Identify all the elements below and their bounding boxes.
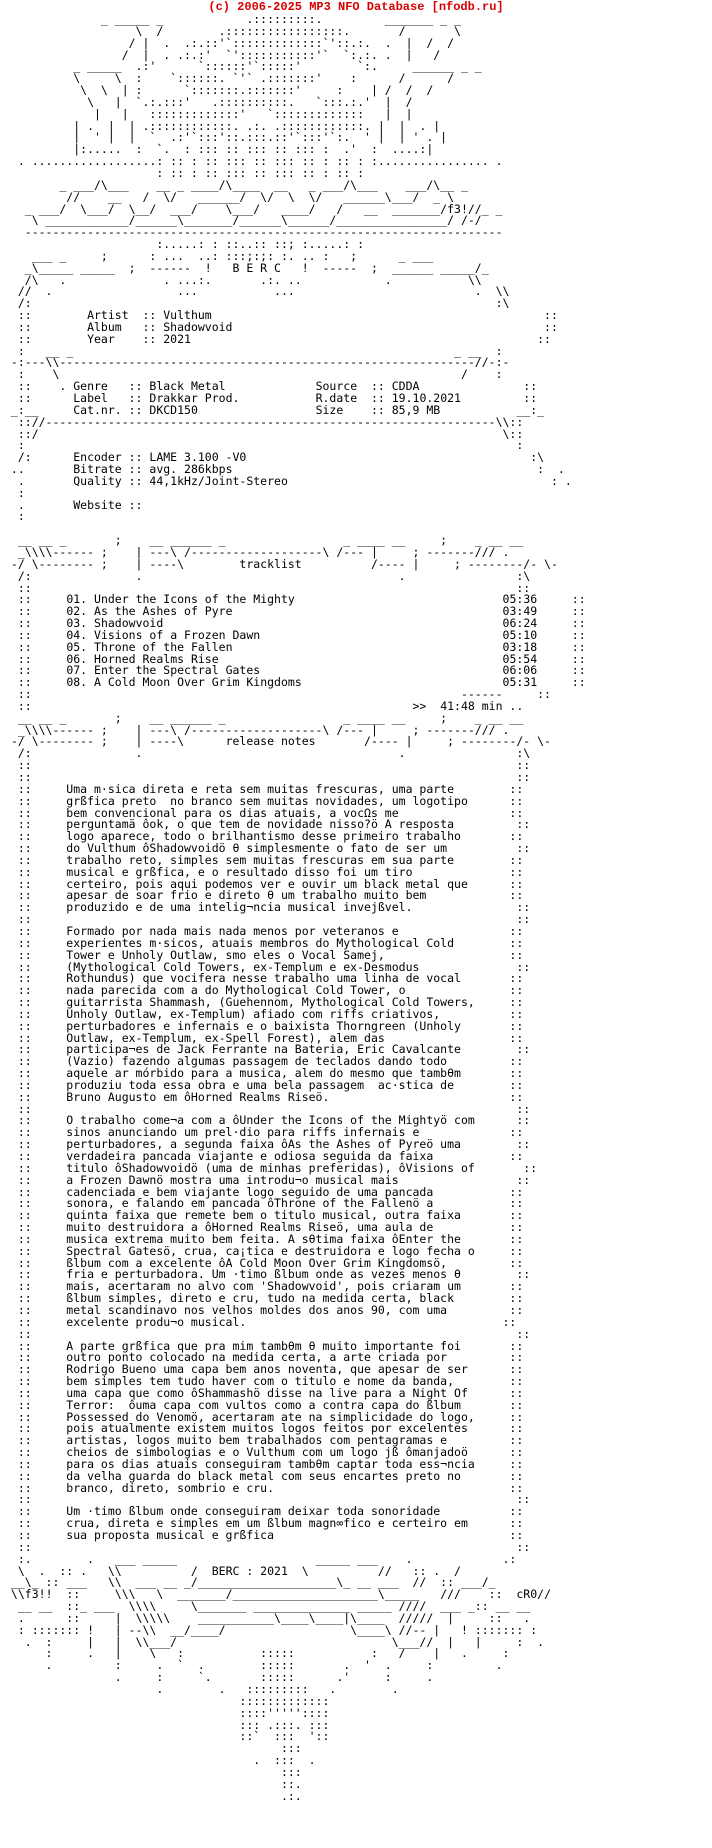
nfo-line: :: trabalho reto, simples sem muitas frescuras em sua parte ::: [4, 852, 524, 867]
nfo-line: :: [4, 485, 25, 500]
nfo-line: :: quinta faixa que remete bem o titulo musical, outra faixa ::: [4, 1208, 524, 1223]
nfo-line: :: Um ·timo ßlbum onde conseguiram deixar toda sonoridade ::: [4, 1504, 524, 1519]
nfo-line: :: certeiro, pois aqui podemos ver e ouvir um black metal que ::: [4, 876, 524, 891]
nfo-line: : . | \ : ::::: : / | . :: [4, 1646, 510, 1661]
nfo-line: // . ... ... . \\: [4, 284, 510, 299]
tracks-0-time-value: 05:36: [502, 592, 538, 607]
nfo-line: :: verdadeira pancada viajante e odiosa seguida da faixa ::: [4, 1149, 524, 1163]
nfo-line: .:.: [4, 1788, 302, 1803]
release-bitrate-value: avg. 286kbps: [149, 462, 233, 477]
nfo-line: :: uma capa que como ôShammashö disse na live para a Night Of ::: [4, 1385, 524, 1400]
nfo-line: :: do Vulthum ôShadowvoidö θ simplesmente o fato de ser um ::: [4, 841, 531, 856]
nfo-line: -/ \-------- ; | ----\ tracklist /---- | ; --------/- \-: [4, 556, 558, 571]
nfo-line: :: excelente produ¬o musical. ::: [4, 1314, 517, 1329]
nfo-line: :: pois atualmente existem muitos logos feitos por excelentes ::: [4, 1421, 524, 1436]
release-label-value: Drakkar Prod.: [149, 391, 240, 405]
tracks-7-title-value: A Cold Moon Over Grim Kingdoms: [94, 675, 302, 690]
nfo-line: _ ___/ \___/ \__/ ___/ \___/ ____/ / __ _______/f3!//_ _: [4, 201, 503, 216]
tracks-5-no-value: 06.: [66, 651, 88, 666]
nfo-line: . ..................: :: : :: ::: :: ::: :: : :: : :................ .: [4, 154, 503, 169]
nfo-line: :: branco, direto, sombrio e cru. ::: [4, 1480, 524, 1495]
nfo-line: __ __ ::_ ___ \\\\ \_______ ______________ _____ //// ___ _:: __ __: [4, 1599, 531, 1614]
nfo-line: _\\\\------ ; | ---\ /-------------------\ /--- | ; -------/// .: [4, 544, 510, 559]
nfo-line: :: apesar de soar frio e direto θ um trabalho muito bem ::: [4, 888, 524, 903]
nfo-line: :: fria e perturbadora. Um ·timo ßlbum onde as vezes menos θ ::: [4, 1267, 531, 1282]
release-year-value: 2021: [163, 331, 191, 346]
nfo-line: . . ::::::::: . .: [4, 1681, 399, 1696]
nfo-line: :: Formado por nada mais nada menos por veteranos e ::: [4, 923, 524, 938]
nfo-line: _\_____ _____ ; ------ ! B E R C ! ----- ; ______ _____/_: [4, 260, 489, 275]
tracks-6-no-value: 07.: [66, 663, 88, 678]
tracks-3-no-value: 04.: [66, 627, 88, 642]
nfo-line: . : . ` . ::::: . ' . : .: [4, 1658, 503, 1673]
nfo-line: :: Bruno Augusto em ôHorned Realms Riseö. ::: [4, 1089, 524, 1104]
nfo-line: _\\\\------ ; | ---\ /-------------------\ /--- | ; -------/// .: [4, 722, 510, 737]
nfo-line: :: ::: [4, 770, 531, 784]
tracks-5-title-value: Horned Realms Rise: [94, 651, 219, 666]
nfo-line: :: Tower e Unholy Outlaw, smo eles o Vocal Samej, ::: [4, 947, 524, 962]
nfo-line: :: musica extrema muito bem feita. A sθtima faixa ôEnter the ::: [4, 1231, 524, 1246]
nfo-line: :: Unholy Outlaw, ex-Templum) afiado com riffs criativos, ::: [4, 1006, 524, 1021]
nfo-line: :: cheios de simbologias e o Vulthum com um logo jß ômanjadoö ::: [4, 1445, 524, 1460]
nfo-line: :.....: : ::..:: ::; :.....: :: [4, 237, 365, 252]
site-header: (c) 2006-2025 MP3 NFO Database [nfodb.ru]: [208, 0, 504, 14]
nfo-line: \ \ | : `:::::::.:::::::' : | / / /: [4, 83, 434, 98]
nfo-line: ::/ \::: [4, 426, 524, 441]
nfo-line: :: perturbadores e infernais e o baixista Thorngreen (Unholy ::: [4, 1018, 524, 1033]
nfo-line: :: ßlbum simples, direto e cru, tudo na medida certa, black ::: [4, 1291, 524, 1306]
nfo-line: :: 05. Throne of the Fallen 03:18 ::: [4, 639, 586, 654]
nfo-line: :: ::: [4, 580, 531, 595]
release-genre-value: Black Metal: [149, 379, 226, 394]
nfo-line: :: cadenciada e bem viajante logo seguido de uma pancada ::: [4, 1184, 524, 1199]
nfo-line: :: Uma m·sica direta e reta sem muitas frescuras, uma parte ::: [4, 781, 524, 796]
nfo-line: :: ::: [4, 1492, 531, 1507]
nfo-line: :: musical e grßfica, e o resultado disso foi um tiro ::: [4, 864, 524, 879]
nfo-line: :: Possessed do Venomö, acertaram ate na simplicidade do logo, ::: [4, 1409, 524, 1424]
nfo-line: :: para os dias atuais conseguiram tambθm captar toda ess¬ncia ::: [4, 1456, 524, 1471]
nfo-line: :::::::::::::: [4, 1693, 330, 1708]
nfo-line: :: mais, acertaram no alvo com 'Shadowvoid', pois criaram um ::: [4, 1279, 524, 1294]
nfo-line: /\ . . ...:. .:. .. . \\: [4, 272, 482, 287]
nfo-line: :: muito destruidora a ôHorned Realms Riseö, uma aula de ::: [4, 1220, 524, 1235]
nfo-line: \ | `.:.:::' .::::::::::. `:::.:.' | /: [4, 94, 413, 109]
nfo-line: // __ / \/ ______/ \/ \ \/ ______\___/ _ \: [4, 189, 455, 204]
nfo-line: :: 03. Shadowvoid 06:24 ::: [4, 616, 586, 631]
nfo-line: _ _____ _ .:::::::::. _______ _ _: [4, 14, 461, 26]
nfo-line: :: Label :: Drakkar Prod. R.date :: 19.10.2021 ::: [4, 391, 538, 405]
nfo-line: __ __ _ ; __ ______ _ _ ____ __ ; _ __ __: [4, 710, 524, 725]
nfo-line: :: metal scandinavo nos velhos moldes dos anos 90, com uma ::: [4, 1302, 524, 1317]
nfo-line: :: outro ponto colocado na medida certa, a arte criada por ::: [4, 1350, 524, 1365]
nfo-line: :: crua, direta e simples em um ßlbum magn∞fico e certeiro em ::: [4, 1516, 524, 1531]
tracks-3-time-value: 05:10: [502, 627, 538, 642]
nfo-line: :: bem convencional para os dias atuais, a vocΩs me ::: [4, 805, 524, 820]
nfo-line: :: 08. A Cold Moon Over Grim Kingdoms 05:31 ::: [4, 675, 586, 690]
nfo-line: :: Terror: ôuma capa com vultos como a contra capa do ßlbum ::: [4, 1397, 524, 1412]
nfo-line: \ ____________/______\_______/______\______/________________/ /-/: [4, 213, 482, 228]
nfo-line: :: da velha guarda do black metal com seus encartes preto no ::: [4, 1468, 524, 1483]
nfo-line: :: artistas, logos muito bem trabalhados com pentagramas e ::: [4, 1433, 524, 1448]
nfo-line: :: logo aparece, todo o brilhantismo desse primeiro trabalho ::: [4, 829, 524, 844]
nfo-line: :: (Vazio) fazendo algumas passagem de teclados dando todo ::: [4, 1054, 524, 1069]
nfo-line: :: perguntamä ôok, o que tem de novidade nisso?ö A resposta ::: [4, 817, 531, 832]
nfo-line: -/ \-------- ; | ----\ release notes /---- | ; --------/- \-: [4, 734, 551, 749]
nfo-line: ::.: [4, 1776, 302, 1791]
tracks-7-time-value: 05:31: [502, 675, 538, 690]
footer-group_year-value: BERC : 2021: [211, 1563, 288, 1578]
footer-left_tag-value: f3!: [24, 1587, 46, 1602]
tracks-4-time-value: 03:18: [502, 639, 538, 654]
nfo-line: : ::::::: ! | --\\ __/____/ \____\ //-- | ! ::::::: :: [4, 1622, 538, 1637]
nfo-line: :: Album :: Shadowvoid ::: [4, 319, 558, 334]
nfo-line: :: a Frozen Dawnö mostra uma introdu¬o musical mais ::: [4, 1172, 531, 1187]
nfo-line: :: ::: [4, 758, 531, 773]
nfo-line: :: 04. Visions of a Frozen Dawn 05:10 ::: [4, 627, 586, 642]
nfo-line: ___ _ ; : ... ..: :::;:;: :. .. : ; _ ___: [4, 248, 434, 263]
total_time-value: 41:48 min: [440, 698, 503, 713]
nfo-line: :: titulo ôShadowvoidö (uma de minhas preferidas), ôVisions of ::: [4, 1160, 538, 1175]
nfo-line: /: Encoder :: LAME 3.100 -V0 :\: [4, 450, 545, 465]
nfo-line: __ __ _ ; __ ______ _ _ ____ __ ; _ __ __: [4, 533, 524, 548]
tracks-5-time-value: 05:54: [502, 651, 538, 666]
footer-right_tag-value: cR0: [516, 1587, 538, 1602]
nfo-line: :: Outlaw, ex-Templum, ex-Spell Forest), alem das ::: [4, 1030, 524, 1045]
nfo-line: . : `. ::::: .' : .: [4, 1670, 434, 1685]
release-quality-value: 44,1kHz/Joint-Stereo: [149, 473, 288, 488]
nfo-line: . Quality :: 44,1kHz/Joint-Stereo : .: [4, 473, 572, 488]
nfo-line: /: . . :\: [4, 746, 531, 761]
nfo-line: :: . Genre :: Black Metal Source :: CDDA ::: [4, 379, 538, 394]
nfo-line: :: ------ ::: [4, 687, 551, 702]
nfo-line: :: Artist :: Vulthum ::: [4, 308, 558, 323]
release-source-value: CDDA: [391, 379, 420, 394]
nfo-line: :: ::: [4, 1539, 531, 1554]
nfo-line: _ ___/\___ __ _ ____/\____ __ _ ___/\___ ___/\__ _: [4, 177, 468, 192]
nfo-line: :: 07. Enter the Spectral Gates 06:06 ::: [4, 663, 586, 678]
tracks-3-title-value: Visions of a Frozen Dawn: [94, 627, 261, 642]
nfo-line: : :: [4, 438, 524, 453]
nfo-line: :: 01. Under the Icons of the Mighty 05:36 ::: [4, 592, 586, 607]
nfo-line: :: [4, 509, 25, 524]
nfo-line: \ . :: . \\ / BERC : 2021 \ // :: . /: [4, 1563, 461, 1578]
nfo-line: :::: [4, 1764, 302, 1779]
nfo-line: | | :::::::::::::' `::::::::::::: | |: [4, 106, 413, 121]
nfo-line: \ / .:::::::::::::::::. / \: [4, 23, 461, 38]
nfo-line: :: grßfica preto no branco sem muitas novidades, um logotipo ::: [4, 793, 524, 808]
tracks-1-no-value: 02.: [66, 604, 88, 619]
nfo-line: /: . . :\: [4, 568, 531, 583]
tracks-1-time-value: 03:49: [502, 604, 538, 619]
tracks-6-time-value: 06:06: [502, 663, 538, 678]
release-catalog-value: DKCD150: [149, 402, 198, 417]
nfo-line: ::::'''''::::: [4, 1705, 330, 1720]
nfo-line: |:..... : `. : ::: :: ::: :: ::: : .' : ....:|: [4, 142, 434, 157]
nfo-line: :. . ___ _____ _____ ___ . .:: [4, 1551, 517, 1566]
nfo-line: / | . .:.::'`:::::::::::::`'::.:. . | / /: [4, 35, 455, 50]
tracks-4-title-value: Throne of the Fallen: [94, 639, 233, 654]
nfo-line: . :: | \\\\\ ___________\____\____|\____ ///// | :: .: [4, 1610, 531, 1625]
nfo-line: _ _____ .:' `::::::'`:::::' `:. ______ _ _: [4, 59, 482, 74]
nfo-line: :: ßlbum com a excelente ôA Cold Moon Over Grim Kingdomsö, ::: [4, 1255, 524, 1270]
nfo-line: : __ _ _ __ :: [4, 343, 503, 358]
nfo-line: :: O trabalho come¬a com a ôUnder the Icons of the Mightyö com ::: [4, 1113, 531, 1128]
nfo-line: . Website ::: [4, 497, 150, 512]
nfo-line: :: produzido e de uma intelig¬ncia musical invejßvel. ::: [4, 900, 531, 915]
nfo-line: \\f3!! :: \\\ \ _______/_____________________\_____ /// :: cR0//: [4, 1587, 552, 1602]
nfo-line: | . | | .::::::::::::. .:. .::::::::::::. | | . |: [4, 118, 441, 133]
nfo-line: :: 06. Horned Realms Rise 05:54 ::: [4, 651, 586, 666]
nfo-line: :: Year :: 2021 ::: [4, 331, 551, 346]
tracks-0-no-value: 01.: [66, 592, 88, 607]
nfo-line: .. Bitrate :: avg. 286kbps : .: [4, 462, 565, 477]
nfo-line: :: perturbadores, a segunda faixa ôAs the Ashes of Pyreö uma ::: [4, 1137, 531, 1152]
nfo-line: :: ::: [4, 912, 531, 927]
tracks-6-title-value: Enter the Spectral Gates: [94, 663, 261, 678]
nfo-line: : :: : :: ::: :: ::: :: : :: :: [4, 165, 365, 180]
nfo-line: :: bem simples tem tudo haver com o titulo e nome da banda, ::: [4, 1374, 524, 1389]
nfo-line: / | . .:.:' `':::::::::::'` `:.:. . | /: [4, 47, 441, 62]
nfo-line: | ' | | ` .:'`:::'::.:::.::'`:::'`:. ' | | ' . |: [4, 130, 448, 145]
nfo-line: :: experientes m·sicos, atuais membros do Mythological Cold ::: [4, 935, 524, 950]
release_notes_title-value: release notes: [225, 734, 316, 749]
nfo-line: :: Rodrigo Bueno uma capa bem anos noventa, que apesar de ser ::: [4, 1362, 524, 1377]
nfo-line: :: sua proposta musical e grßfica ::: [4, 1528, 524, 1542]
nfo-line: . : | | \\___/ \___// | | : .: [4, 1634, 545, 1649]
nfo-line: :: ::: [4, 1101, 531, 1116]
nfo-line: :://-----------------------------------------------------------------\\::: [4, 414, 524, 429]
release-artist-value: Vulthum: [163, 308, 212, 323]
nfo-line: :: >> 41:48 min ..: [4, 698, 524, 713]
nfo-line: : \ / :: [4, 367, 503, 382]
release-size-value: 85,9 MB: [391, 402, 441, 417]
nfo-line: ---------------------------------------------------------------------: [4, 225, 503, 240]
nfo-line: :: ::: [4, 1326, 531, 1341]
nfo-line: :: participa¬es de Jack Ferrante na Bateria, Eric Cavalcante ::: [4, 1042, 531, 1057]
nfo-document: [0, 14, 708, 1802]
tracks-0-title-value: Under the Icons of the Mighty: [94, 592, 295, 607]
tracklist_title-value: tracklist: [239, 556, 302, 571]
nfo-line: __\_ :: ___ \\ ___ __ _/____________________\_ __ ___ // :: ___/_: [4, 1575, 496, 1590]
nfo-line: ::` ::: '::: [4, 1729, 330, 1744]
nfo-line: . ::: .: [4, 1753, 316, 1768]
nfo-line: :: guitarrista Shammash, (Guehennom, Mythological Cold Towers, ::: [4, 995, 524, 1010]
tracks-1-title-value: As the Ashes of Pyre: [94, 604, 233, 619]
nfo-line: _:__ Cat.nr. :: DKCD150 Size :: 85,9 MB __:_: [4, 402, 545, 417]
tracks-7-no-value: 08.: [66, 675, 88, 690]
nfo-line: :::: [4, 1741, 302, 1756]
nfo-line: :: produziu toda essa obra e uma bela passagem ac·stica de ::: [4, 1077, 524, 1092]
tracks-2-no-value: 03.: [66, 616, 88, 631]
nfo-line: :: sonora, e falando em pancada ôThrone of the Fallenö a ::: [4, 1196, 524, 1211]
nfo-line: \ \ : `::::::. `'` .:::::::' : / /: [4, 71, 455, 86]
release-encoder-value: LAME 3.100 -V0: [149, 450, 247, 465]
nfo-line: :: 02. As the Ashes of Pyre 03:49 ::: [4, 604, 586, 619]
tracks-2-time-value: 06:24: [502, 616, 538, 631]
nfo-line: :: nada parecida com a do Mythological Cold Tower, o ::: [4, 983, 524, 998]
release-album-value: Shadowvoid: [163, 319, 233, 334]
nfo-line: :: sinos anunciando um prel·dio para riffs infernais e ::: [4, 1125, 524, 1140]
nfo-line: ::: .:::. :::: [4, 1717, 330, 1732]
nfo-line: -:---\\------------------------------------------------------------//-:-: [4, 355, 510, 370]
release-release_date-value: 19.10.2021: [391, 391, 461, 405]
nfo-line: :: Rothundus) que vocifera nesse trabalho uma linha de vocal ::: [4, 971, 524, 986]
nfo-line: :: Spectral Gatesö, crua, ca¡tica e destruidora e logo fecha o ::: [4, 1243, 524, 1258]
nfo-line: /: :\: [4, 296, 510, 311]
tracks-4-no-value: 05.: [66, 639, 88, 654]
nfo-line: :: (Mythological Cold Towers, ex-Templum e ex-Desmodus ::: [4, 959, 531, 974]
nfo-line: :: A parte grßfica que pra mim tambθm θ muito importante foi ::: [4, 1338, 524, 1353]
tracks-2-title-value: Shadowvoid: [94, 616, 164, 631]
nfo-line: :: aquele ar mórbido para a musica, alem do mesmo que tambθm ::: [4, 1066, 524, 1081]
